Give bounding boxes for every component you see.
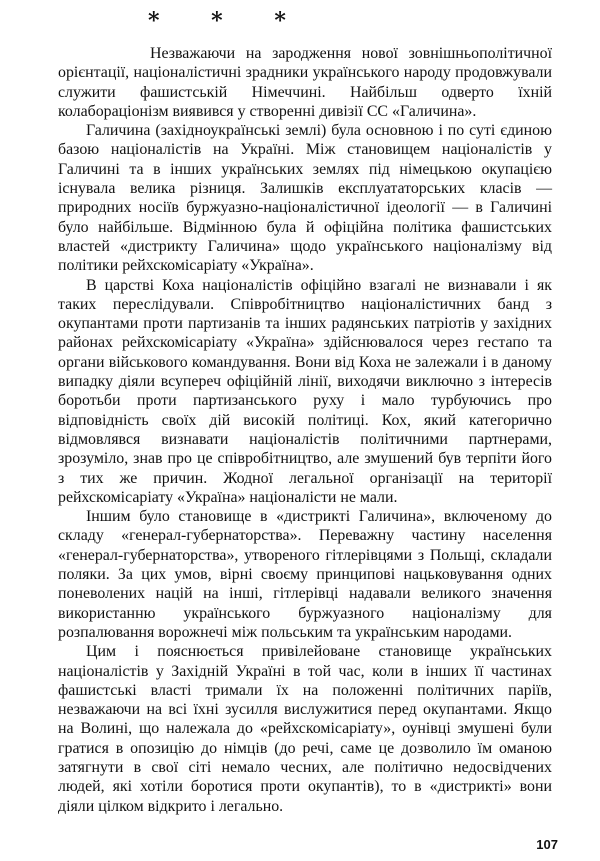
paragraph-4: Іншим було становище в «дистрикті Галичина», включеному до складу «генерал-губернаторства». Переважну частину населення «генерал-губернаторства», утвореного гітлерівцями з Польщі, складали поляки. За цих умов, вірні своєму принципові нацьковування одних поневолених націй на інші, гітлерівці надавали великого значення використанню українського буржуазного націоналізму для розпалювання ворожнечі між польським та українським народами. — [58, 508, 552, 641]
page-number: 107 — [536, 837, 558, 852]
main-text — [58, 44, 552, 816]
paragraph-5: Цим і пояснюється привілейоване становище українських націоналістів у Західній Україні в той час, коли в інших її частинах фашистські власті тримали їх на положенні політичних паріїв, незважаючи на всі їхні зусилля вислужитися перед окупантами. Якщо на Волині, що належала до «рейхскомісаріату», оунівці змушені були гратися в опозицію до німців (до речі, саме це дозволило їм оманою затягнути в свої сіті немало чесних, але політично недосвідчених людей, які хотіли боротися проти окупантів), то в «дистрикті» вони діяли цілком відкрито і легально. — [58, 643, 552, 815]
section-separator: * * * — [148, 8, 308, 34]
paragraph-2: Галичина (західноукраїнські землі) була основною і по суті єдиною базою націоналістів на Україні. Між становищем націоналістів у Галичині та в інших українських землях під німецькою окупацією існувала велика різниця. Залишків експлуататорських класів — природних носіїв буржуазно-націоналістичної ідеології — в Галичині було найбільше. Відмінною була й офіційна політика фашистських властей «дистрикту Галичина» щодо українського націоналізму від політики рейхскомісаріату «Україна». — [58, 122, 552, 275]
paragraph-3: В царстві Коха націоналістів офіційно взагалі не визнавали і як таких переслідували. Співробітництво націоналістичних банд з окупантами проти партизанів та інших радянських патріотів у західних районах рейхскомісаріату «Україна» здійснювалося через гестапо та органи військового командування. Вони від Коха не залежали і в даному випадку діяли всупереч офіційній лінії, виходячи виключно з інтересів боротьби проти партизанського руху і мало турбуючись про відповідність своїх дій високій політиці. Кох, який категорично відмовлявся визнавати націоналістів політичними партнерами, зрозуміло, знав про це співробітництво, але змушений був терпіти його з тих же причин. Жодної легальної організації на території рейхскомісаріату «Україна» націоналісти не мали. — [58, 276, 552, 506]
paragraph-1: Незважаючи на зародження нової зовнішньополітичної орієнтації, націоналістичні зрадники українського народу продовжували служити фашистській Німеччині. Найбільш одверто їхній колабораціонізм виявився у створенні дивізії СС «Галичина». — [58, 45, 552, 120]
